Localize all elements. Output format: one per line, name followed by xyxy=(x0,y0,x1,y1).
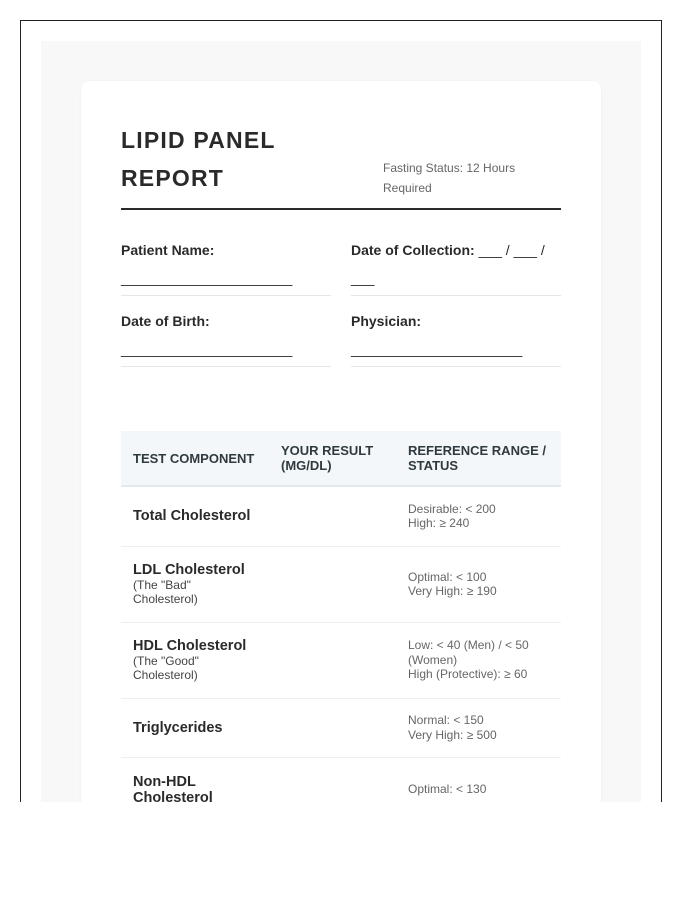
header-your-result: YOUR RESULT (MG/DL) xyxy=(269,431,396,486)
date-of-birth-field[interactable] xyxy=(121,307,331,367)
reference-line: High: ≥ 240 xyxy=(408,516,470,531)
component-name: Total Cholesterol xyxy=(133,508,251,525)
patient-name-label: Patient Name: xyxy=(121,242,215,258)
reference-line: Normal: < 150 xyxy=(408,713,484,727)
component-subtitle: (The "Bad" Cholesterol) xyxy=(133,578,198,606)
fasting-status: Fasting Status: 12 Hours Required xyxy=(383,161,516,195)
reference-cell xyxy=(396,698,561,757)
table-row xyxy=(121,622,561,698)
result-cell[interactable] xyxy=(269,698,396,757)
reference-line: Very High: ≥ 190 xyxy=(408,584,497,598)
page-backdrop xyxy=(41,41,641,802)
table-row xyxy=(121,486,561,546)
patient-name-field[interactable] xyxy=(121,236,331,296)
reference-line: Optimal: < 100 xyxy=(408,569,487,584)
date-of-birth-blank[interactable]: ______________________ xyxy=(121,341,293,357)
physician-blank[interactable]: ______________________ xyxy=(351,341,523,357)
date-of-collection-label: Date of Collection: xyxy=(351,242,475,258)
component-name: Triglycerides xyxy=(133,719,223,736)
reference-cell xyxy=(396,486,561,546)
physician-label: Physician: xyxy=(351,313,422,329)
date-of-collection-blank[interactable]: ___ / ___ / ___ xyxy=(351,242,545,286)
table-row xyxy=(121,546,561,622)
result-cell[interactable] xyxy=(269,757,396,802)
component-name: LDL Cholesterol xyxy=(133,562,245,578)
physician-field[interactable] xyxy=(351,307,561,367)
component-name: Non-HDL Cholesterol xyxy=(133,773,213,802)
result-cell[interactable] xyxy=(269,546,396,622)
reference-line: Desirable: < 200 xyxy=(408,501,496,516)
reference-cell xyxy=(396,546,561,622)
header-test-component: TEST COMPONENT xyxy=(121,431,269,486)
table-row xyxy=(121,698,561,757)
date-of-birth-label: Date of Birth: xyxy=(121,313,210,329)
result-cell[interactable] xyxy=(269,486,396,546)
page-frame xyxy=(20,20,662,802)
reference-line: High (Protective): ≥ 60 xyxy=(408,667,528,682)
patient-name-blank[interactable]: ______________________ xyxy=(121,270,293,286)
reference-line: Very High: ≥ 500 xyxy=(408,727,497,742)
date-of-collection-field[interactable] xyxy=(351,236,561,296)
report-card xyxy=(81,81,601,802)
reference-line: Optimal: < 130 xyxy=(408,782,487,797)
component-subtitle: (The "Good" Cholesterol) xyxy=(133,654,199,682)
result-cell[interactable] xyxy=(269,622,396,698)
header-reference-range: REFERENCE RANGE / STATUS xyxy=(396,431,561,486)
table-row xyxy=(121,757,561,802)
report-header xyxy=(121,121,561,210)
report-title: LIPID PANEL REPORT xyxy=(121,127,276,191)
table-header-row xyxy=(121,431,561,486)
reference-cell xyxy=(396,757,561,802)
lipid-results-table xyxy=(121,431,561,802)
component-cell xyxy=(121,698,269,757)
reference-cell xyxy=(396,622,561,698)
component-cell xyxy=(121,622,269,698)
component-cell xyxy=(121,486,269,546)
component-cell xyxy=(121,757,269,802)
component-cell xyxy=(121,546,269,622)
component-name: HDL Cholesterol xyxy=(133,638,247,654)
reference-line: Low: < 40 (Men) / < 50 (Women) xyxy=(408,638,529,667)
